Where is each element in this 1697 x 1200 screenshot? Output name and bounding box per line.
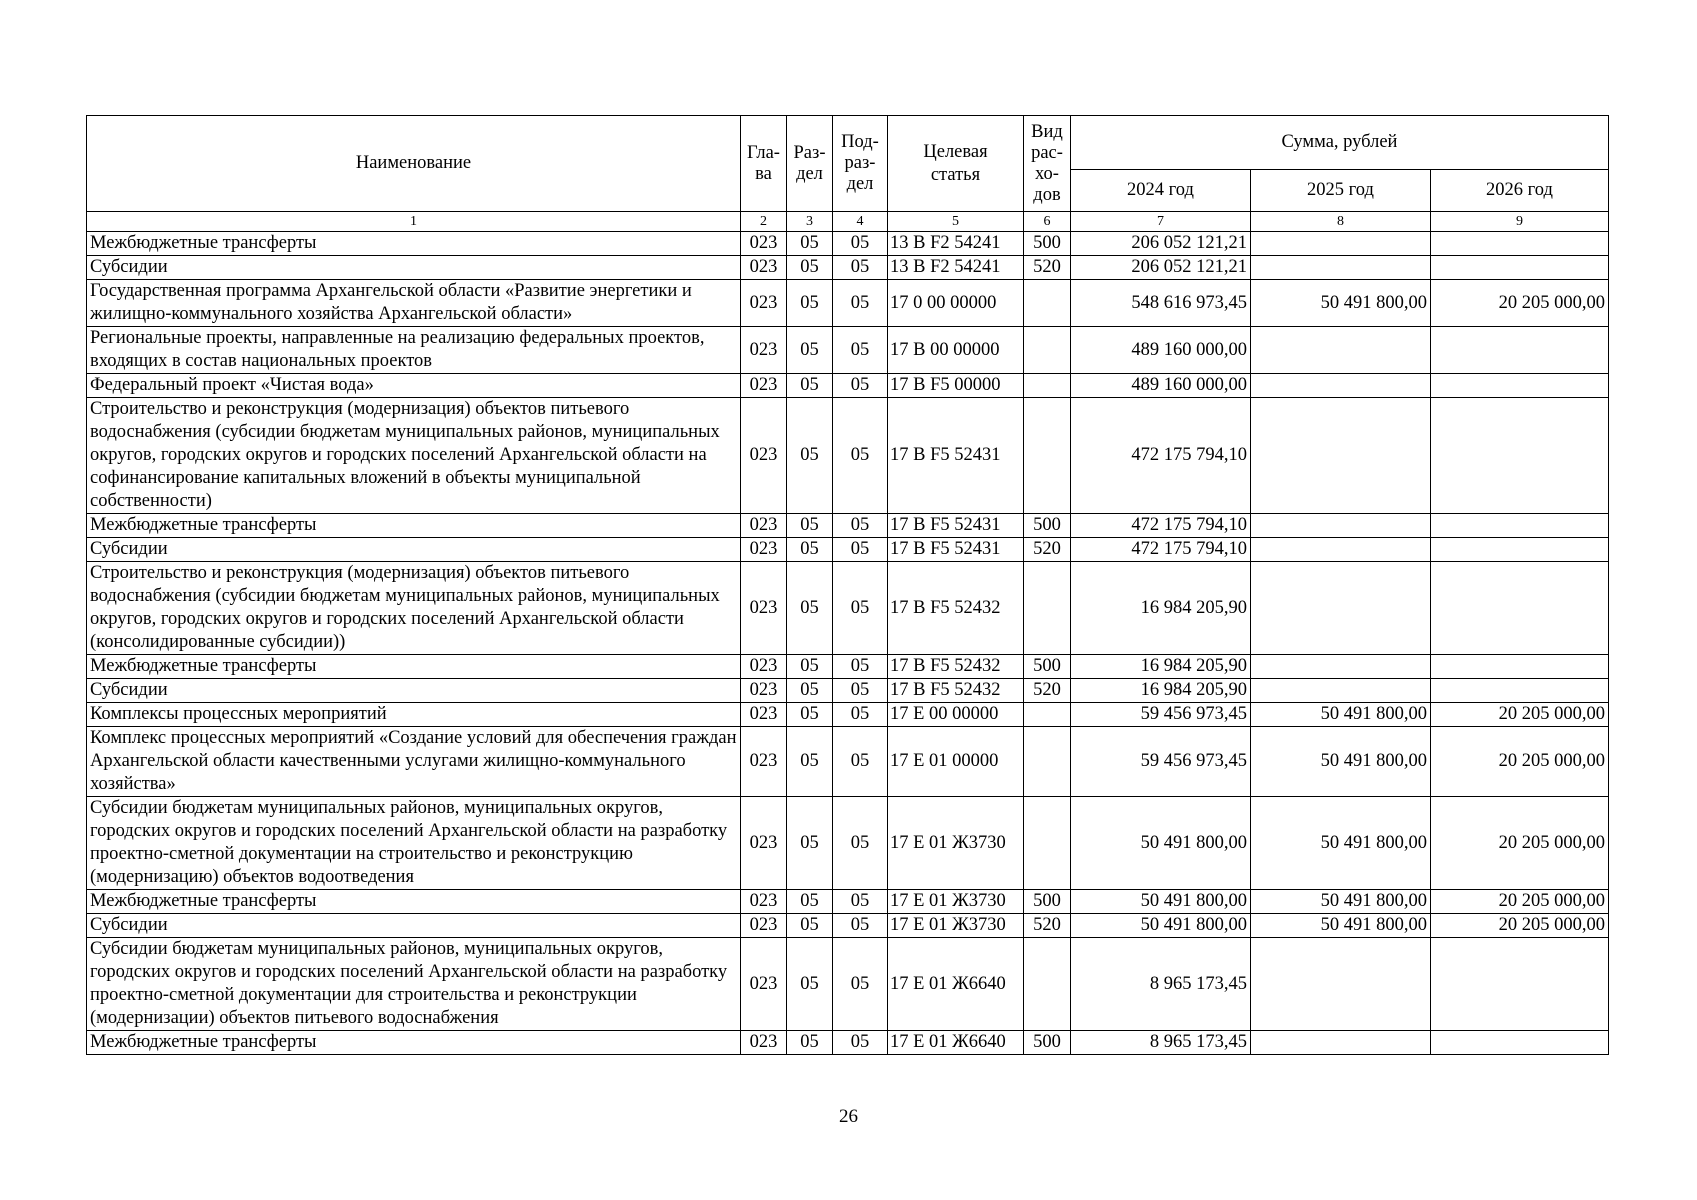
cell-amount-2026 <box>1431 679 1609 703</box>
cell-podrazdel: 05 <box>833 374 888 398</box>
cell-amount-2026 <box>1431 562 1609 655</box>
cell-amount-2026 <box>1431 655 1609 679</box>
table-row <box>87 679 1609 703</box>
cell-target-article: 17 Е 01 Ж6640 <box>888 1031 1024 1055</box>
cell-target-article: 17 В F5 00000 <box>888 374 1024 398</box>
cell-target-article: 17 В 00 00000 <box>888 327 1024 374</box>
cell-target-article: 17 В F5 52432 <box>888 562 1024 655</box>
cell-amount-2026: 20 205 000,00 <box>1431 890 1609 914</box>
cell-expense-type <box>1024 703 1071 727</box>
cell-amount-2026 <box>1431 256 1609 280</box>
cell-amount-2024: 50 491 800,00 <box>1071 890 1251 914</box>
cell-podrazdel: 05 <box>833 655 888 679</box>
cell-name: Межбюджетные трансферты <box>87 890 741 914</box>
cell-name: Межбюджетные трансферты <box>87 232 741 256</box>
cell-expense-type <box>1024 797 1071 890</box>
cell-razdel: 05 <box>787 280 833 327</box>
cell-glava: 023 <box>741 538 787 562</box>
column-number: 6 <box>1024 212 1071 232</box>
cell-amount-2026 <box>1431 374 1609 398</box>
cell-amount-2025 <box>1251 374 1431 398</box>
cell-amount-2024: 472 175 794,10 <box>1071 398 1251 514</box>
column-number: 5 <box>888 212 1024 232</box>
header-sum: Сумма, рублей <box>1071 116 1609 170</box>
cell-amount-2026 <box>1431 538 1609 562</box>
cell-target-article: 17 В F5 52431 <box>888 514 1024 538</box>
cell-amount-2026: 20 205 000,00 <box>1431 703 1609 727</box>
table-row <box>87 655 1609 679</box>
cell-razdel: 05 <box>787 327 833 374</box>
cell-target-article: 17 В F5 52432 <box>888 679 1024 703</box>
cell-amount-2024: 16 984 205,90 <box>1071 562 1251 655</box>
cell-name: Строительство и реконструкция (модернизация) объектов питьевого водоснабжения (субсидии бюджетам муниципальных районов, муниципальных округов, городских округов и городских поселений Архангельской области (консолидированные субсидии)) <box>87 562 741 655</box>
cell-amount-2026 <box>1431 514 1609 538</box>
cell-podrazdel: 05 <box>833 514 888 538</box>
table-row <box>87 562 1609 655</box>
cell-amount-2024: 16 984 205,90 <box>1071 655 1251 679</box>
cell-razdel: 05 <box>787 374 833 398</box>
cell-amount-2024: 50 491 800,00 <box>1071 797 1251 890</box>
cell-glava: 023 <box>741 727 787 797</box>
cell-name: Комплексы процессных мероприятий <box>87 703 741 727</box>
cell-amount-2025: 50 491 800,00 <box>1251 703 1431 727</box>
table-row <box>87 1031 1609 1055</box>
cell-glava: 023 <box>741 562 787 655</box>
header-name: Наименование <box>87 116 741 212</box>
header-razdel: Раз- дел <box>787 116 833 212</box>
cell-glava: 023 <box>741 679 787 703</box>
cell-razdel: 05 <box>787 914 833 938</box>
cell-amount-2025 <box>1251 514 1431 538</box>
header-podrazdel: Под- раз- дел <box>833 116 888 212</box>
table-row <box>87 938 1609 1031</box>
header-year-2026: 2026 год <box>1431 170 1609 212</box>
table-row <box>87 890 1609 914</box>
header-year-2025: 2025 год <box>1251 170 1431 212</box>
cell-amount-2024: 59 456 973,45 <box>1071 703 1251 727</box>
cell-amount-2025: 50 491 800,00 <box>1251 890 1431 914</box>
cell-razdel: 05 <box>787 703 833 727</box>
cell-razdel: 05 <box>787 232 833 256</box>
cell-expense-type <box>1024 327 1071 374</box>
cell-glava: 023 <box>741 374 787 398</box>
column-number: 7 <box>1071 212 1251 232</box>
column-number: 8 <box>1251 212 1431 232</box>
cell-name: Государственная программа Архангельской области «Развитие энергетики и жилищно-коммунального хозяйства Архангельской области» <box>87 280 741 327</box>
cell-target-article: 17 Е 01 Ж3730 <box>888 890 1024 914</box>
cell-amount-2026 <box>1431 232 1609 256</box>
cell-amount-2024: 206 052 121,21 <box>1071 256 1251 280</box>
cell-podrazdel: 05 <box>833 398 888 514</box>
cell-amount-2025 <box>1251 256 1431 280</box>
table-row <box>87 914 1609 938</box>
cell-razdel: 05 <box>787 514 833 538</box>
cell-name: Межбюджетные трансферты <box>87 1031 741 1055</box>
cell-glava: 023 <box>741 398 787 514</box>
cell-amount-2026: 20 205 000,00 <box>1431 797 1609 890</box>
column-number: 4 <box>833 212 888 232</box>
page-number: 26 <box>839 1106 858 1127</box>
cell-amount-2024: 548 616 973,45 <box>1071 280 1251 327</box>
table-row <box>87 256 1609 280</box>
cell-amount-2026 <box>1431 938 1609 1031</box>
cell-amount-2026: 20 205 000,00 <box>1431 914 1609 938</box>
cell-name: Комплекс процессных мероприятий «Создание условий для обеспечения граждан Архангельской области качественными услугами жилищно-коммунального хозяйства» <box>87 727 741 797</box>
cell-target-article: 17 Е 00 00000 <box>888 703 1024 727</box>
cell-expense-type: 500 <box>1024 1031 1071 1055</box>
cell-amount-2024: 489 160 000,00 <box>1071 327 1251 374</box>
cell-amount-2026: 20 205 000,00 <box>1431 280 1609 327</box>
cell-amount-2024: 472 175 794,10 <box>1071 538 1251 562</box>
cell-amount-2024: 472 175 794,10 <box>1071 514 1251 538</box>
cell-expense-type <box>1024 727 1071 797</box>
cell-target-article: 17 В F5 52431 <box>888 398 1024 514</box>
cell-expense-type: 500 <box>1024 655 1071 679</box>
cell-target-article: 17 Е 01 00000 <box>888 727 1024 797</box>
cell-target-article: 13 В F2 54241 <box>888 232 1024 256</box>
table-row <box>87 514 1609 538</box>
cell-name: Межбюджетные трансферты <box>87 655 741 679</box>
table-row <box>87 398 1609 514</box>
table-row <box>87 703 1609 727</box>
cell-glava: 023 <box>741 655 787 679</box>
cell-name: Субсидии <box>87 679 741 703</box>
cell-target-article: 17 В F5 52432 <box>888 655 1024 679</box>
cell-amount-2025 <box>1251 1031 1431 1055</box>
cell-expense-type: 520 <box>1024 256 1071 280</box>
header-year-2024: 2024 год <box>1071 170 1251 212</box>
cell-amount-2025 <box>1251 938 1431 1031</box>
cell-razdel: 05 <box>787 727 833 797</box>
cell-name: Субсидии <box>87 538 741 562</box>
cell-expense-type: 500 <box>1024 232 1071 256</box>
cell-razdel: 05 <box>787 256 833 280</box>
cell-glava: 023 <box>741 1031 787 1055</box>
cell-amount-2025 <box>1251 679 1431 703</box>
cell-podrazdel: 05 <box>833 727 888 797</box>
cell-podrazdel: 05 <box>833 232 888 256</box>
cell-podrazdel: 05 <box>833 797 888 890</box>
column-number: 3 <box>787 212 833 232</box>
table-body <box>87 232 1609 1055</box>
cell-name: Субсидии бюджетам муниципальных районов, муниципальных округов, городских округов и городских поселений Архангельской области на разработку проектно-сметной документации на строительство и реконструкцию (модернизацию) объектов водоотведения <box>87 797 741 890</box>
cell-razdel: 05 <box>787 797 833 890</box>
cell-glava: 023 <box>741 327 787 374</box>
cell-glava: 023 <box>741 890 787 914</box>
cell-podrazdel: 05 <box>833 679 888 703</box>
cell-amount-2025 <box>1251 398 1431 514</box>
cell-podrazdel: 05 <box>833 890 888 914</box>
cell-podrazdel: 05 <box>833 938 888 1031</box>
cell-razdel: 05 <box>787 538 833 562</box>
cell-amount-2024: 206 052 121,21 <box>1071 232 1251 256</box>
table-row <box>87 538 1609 562</box>
table-row <box>87 797 1609 890</box>
cell-target-article: 13 В F2 54241 <box>888 256 1024 280</box>
cell-podrazdel: 05 <box>833 703 888 727</box>
cell-podrazdel: 05 <box>833 256 888 280</box>
cell-name: Региональные проекты, направленные на реализацию федеральных проектов, входящих в состав национальных проектов <box>87 327 741 374</box>
cell-amount-2025 <box>1251 655 1431 679</box>
cell-podrazdel: 05 <box>833 327 888 374</box>
cell-amount-2026 <box>1431 1031 1609 1055</box>
table-row <box>87 280 1609 327</box>
table-row <box>87 727 1609 797</box>
cell-amount-2026: 20 205 000,00 <box>1431 727 1609 797</box>
cell-expense-type <box>1024 562 1071 655</box>
column-number: 2 <box>741 212 787 232</box>
header-glava: Гла- ва <box>741 116 787 212</box>
cell-name: Федеральный проект «Чистая вода» <box>87 374 741 398</box>
header-target: Целевая статья <box>888 116 1024 212</box>
cell-amount-2025: 50 491 800,00 <box>1251 280 1431 327</box>
column-number: 9 <box>1431 212 1609 232</box>
cell-amount-2024: 489 160 000,00 <box>1071 374 1251 398</box>
cell-expense-type: 520 <box>1024 679 1071 703</box>
cell-name: Субсидии бюджетам муниципальных районов, муниципальных округов, городских округов и городских поселений Архангельской области на разработку проектно-сметной документации для строительства и реконструкции (модернизации) объектов питьевого водоснабжения <box>87 938 741 1031</box>
cell-amount-2024: 8 965 173,45 <box>1071 938 1251 1031</box>
cell-amount-2026 <box>1431 398 1609 514</box>
cell-amount-2024: 8 965 173,45 <box>1071 1031 1251 1055</box>
cell-razdel: 05 <box>787 679 833 703</box>
cell-podrazdel: 05 <box>833 1031 888 1055</box>
cell-razdel: 05 <box>787 1031 833 1055</box>
cell-target-article: 17 В F5 52431 <box>888 538 1024 562</box>
cell-razdel: 05 <box>787 938 833 1031</box>
cell-amount-2025 <box>1251 327 1431 374</box>
cell-amount-2025 <box>1251 538 1431 562</box>
cell-podrazdel: 05 <box>833 280 888 327</box>
cell-target-article: 17 Е 01 Ж3730 <box>888 797 1024 890</box>
cell-glava: 023 <box>741 914 787 938</box>
table-row <box>87 327 1609 374</box>
cell-target-article: 17 0 00 00000 <box>888 280 1024 327</box>
cell-razdel: 05 <box>787 562 833 655</box>
cell-amount-2025 <box>1251 232 1431 256</box>
cell-expense-type: 500 <box>1024 514 1071 538</box>
cell-amount-2024: 50 491 800,00 <box>1071 914 1251 938</box>
cell-amount-2024: 16 984 205,90 <box>1071 679 1251 703</box>
cell-glava: 023 <box>741 280 787 327</box>
cell-podrazdel: 05 <box>833 538 888 562</box>
cell-amount-2025: 50 491 800,00 <box>1251 797 1431 890</box>
cell-expense-type <box>1024 398 1071 514</box>
cell-expense-type <box>1024 280 1071 327</box>
cell-name: Субсидии <box>87 914 741 938</box>
cell-expense-type: 520 <box>1024 914 1071 938</box>
cell-razdel: 05 <box>787 890 833 914</box>
cell-glava: 023 <box>741 703 787 727</box>
cell-podrazdel: 05 <box>833 562 888 655</box>
column-number-row <box>87 212 1609 232</box>
cell-amount-2024: 59 456 973,45 <box>1071 727 1251 797</box>
column-number: 1 <box>87 212 741 232</box>
cell-glava: 023 <box>741 797 787 890</box>
cell-expense-type <box>1024 938 1071 1031</box>
cell-glava: 023 <box>741 514 787 538</box>
table-row <box>87 374 1609 398</box>
cell-target-article: 17 Е 01 Ж6640 <box>888 938 1024 1031</box>
cell-amount-2025 <box>1251 562 1431 655</box>
cell-name: Строительство и реконструкция (модернизация) объектов питьевого водоснабжения (субсидии бюджетам муниципальных районов, муниципальных округов, городских округов и городских поселений Архангельской области на софинансирование капитальных вложений в объекты муниципальной собственности) <box>87 398 741 514</box>
cell-glava: 023 <box>741 938 787 1031</box>
cell-razdel: 05 <box>787 398 833 514</box>
header-vid: Вид рас- хо- дов <box>1024 116 1071 212</box>
cell-target-article: 17 Е 01 Ж3730 <box>888 914 1024 938</box>
cell-expense-type: 500 <box>1024 890 1071 914</box>
cell-podrazdel: 05 <box>833 914 888 938</box>
cell-expense-type: 520 <box>1024 538 1071 562</box>
cell-name: Межбюджетные трансферты <box>87 514 741 538</box>
table-row <box>87 232 1609 256</box>
cell-amount-2025: 50 491 800,00 <box>1251 914 1431 938</box>
cell-name: Субсидии <box>87 256 741 280</box>
cell-glava: 023 <box>741 232 787 256</box>
budget-table <box>86 115 1609 1055</box>
cell-amount-2026 <box>1431 327 1609 374</box>
cell-amount-2025: 50 491 800,00 <box>1251 727 1431 797</box>
cell-glava: 023 <box>741 256 787 280</box>
cell-razdel: 05 <box>787 655 833 679</box>
cell-expense-type <box>1024 374 1071 398</box>
